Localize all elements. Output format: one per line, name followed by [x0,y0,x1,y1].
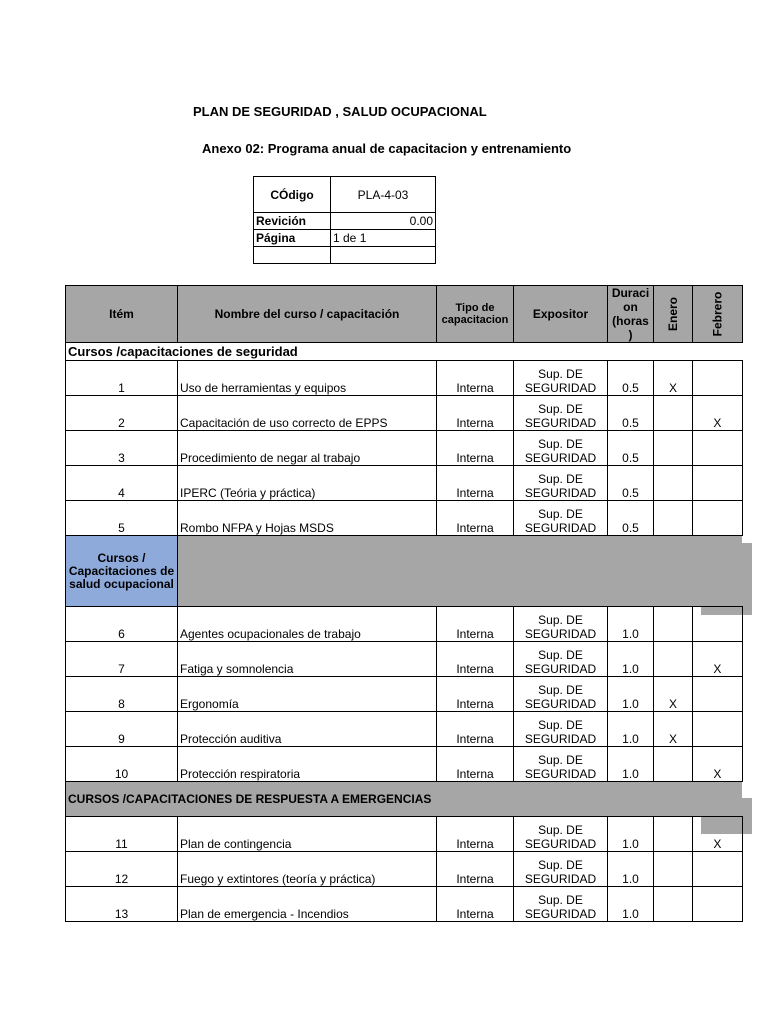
cell-item: 5 [66,501,178,536]
cell-febrero: X [693,747,743,782]
cell-tipo: Interna [437,466,514,501]
cell-nombre: Fatiga y somnolencia [178,642,437,677]
cell-nombre: IPERC (Teória y práctica) [178,466,437,501]
cell-enero [654,501,693,536]
cell-enero: X [654,361,693,396]
col-enero [654,286,693,343]
document-subtitle: Anexo 02: Programa anual de capacitacion y entrenamiento [202,141,572,156]
table-row [66,817,743,852]
cell-tipo: Interna [437,642,514,677]
cell-item: 2 [66,396,178,431]
cell-tipo: Interna [437,431,514,466]
cell-febrero [693,361,743,396]
cell-febrero [693,852,743,887]
cell-febrero [693,607,743,642]
cell-tipo: Interna [437,887,514,922]
empty-cell [254,247,331,264]
col-duracion: Duraci on (horas ) [608,286,654,343]
table-row [66,431,743,466]
col-nombre: Nombre del curso / capacitación [178,286,437,343]
cell-item: 10 [66,747,178,782]
section-salud: Cursos / Capacitaciones de salud ocupacional [66,536,178,607]
section-seguridad: Cursos /capacitaciones de seguridad [66,343,743,361]
cell-enero [654,607,693,642]
cell-nombre: Ergonomía [178,677,437,712]
cell-item: 1 [66,361,178,396]
table-row [66,677,743,712]
cell-expositor: Sup. DE SEGURIDAD [514,431,608,466]
cell-nombre: Agentes ocupacionales de trabajo [178,607,437,642]
cell-expositor: Sup. DE SEGURIDAD [514,642,608,677]
cell-enero [654,642,693,677]
cell-tipo: Interna [437,396,514,431]
cell-duracion: 1.0 [608,642,654,677]
cell-nombre: Procedimiento de negar al trabajo [178,431,437,466]
table-row [66,747,743,782]
code-table [253,176,436,264]
cell-enero [654,887,693,922]
cell-enero [654,466,693,501]
table-row [66,642,743,677]
pagina-label: Página [254,230,331,247]
cell-item: 6 [66,607,178,642]
cell-febrero [693,887,743,922]
cell-item: 7 [66,642,178,677]
col-febrero-label: Febrero [710,291,725,337]
cell-nombre: Fuego y extintores (teoría y práctica) [178,852,437,887]
cell-enero [654,747,693,782]
table-row [66,852,743,887]
cell-tipo: Interna [437,677,514,712]
cell-duracion: 0.5 [608,396,654,431]
revision-value: 0.00 [331,213,436,230]
cell-item: 4 [66,466,178,501]
cell-febrero [693,431,743,466]
cell-febrero [693,466,743,501]
col-item: Itém [66,286,178,343]
cell-item: 9 [66,712,178,747]
cell-duracion: 1.0 [608,852,654,887]
cell-duracion: 1.0 [608,887,654,922]
table-row [66,887,743,922]
cell-expositor: Sup. DE SEGURIDAD [514,817,608,852]
cell-tipo: Interna [437,607,514,642]
cell-expositor: Sup. DE SEGURIDAD [514,361,608,396]
empty-cell [331,247,436,264]
table-row [66,712,743,747]
cell-duracion: 1.0 [608,817,654,852]
cell-enero [654,431,693,466]
cell-nombre: Plan de contingencia [178,817,437,852]
cell-nombre: Uso de herramientas y equipos [178,361,437,396]
cell-item: 3 [66,431,178,466]
pagina-value: 1 de 1 [331,230,436,247]
cell-febrero: X [693,817,743,852]
cell-nombre: Plan de emergencia - Incendios [178,887,437,922]
codigo-value: PLA-4-03 [331,177,436,213]
cell-item: 12 [66,852,178,887]
table-row [66,501,743,536]
cell-expositor: Sup. DE SEGURIDAD [514,747,608,782]
cell-tipo: Interna [437,817,514,852]
training-table [65,285,743,922]
cell-enero [654,817,693,852]
table-row [66,396,743,431]
col-enero-label: Enero [666,296,681,332]
cell-expositor: Sup. DE SEGURIDAD [514,677,608,712]
col-expositor: Expositor [514,286,608,343]
table-row [66,466,743,501]
cell-nombre: Rombo NFPA y Hojas MSDS [178,501,437,536]
cell-expositor: Sup. DE SEGURIDAD [514,852,608,887]
col-febrero [693,286,743,343]
col-tipo: Tipo de capacitacion [437,286,514,343]
cell-duracion: 1.0 [608,607,654,642]
table-row [66,361,743,396]
cell-enero: X [654,677,693,712]
cell-duracion: 1.0 [608,677,654,712]
cell-duracion: 0.5 [608,466,654,501]
cell-duracion: 1.0 [608,747,654,782]
cell-tipo: Interna [437,712,514,747]
cell-enero: X [654,712,693,747]
cell-item: 13 [66,887,178,922]
cell-duracion: 0.5 [608,361,654,396]
cell-febrero [693,712,743,747]
cell-tipo: Interna [437,747,514,782]
section-salud-bar [178,536,743,607]
cell-duracion: 0.5 [608,501,654,536]
document-title: PLAN DE SEGURIDAD , SALUD OCUPACIONAL [193,104,487,119]
cell-enero [654,852,693,887]
cell-expositor: Sup. DE SEGURIDAD [514,501,608,536]
cell-febrero [693,501,743,536]
cell-febrero: X [693,396,743,431]
codigo-label: CÓdigo [254,177,331,213]
cell-enero [654,396,693,431]
cell-nombre: Protección auditiva [178,712,437,747]
cell-tipo: Interna [437,361,514,396]
cell-febrero: X [693,642,743,677]
cell-expositor: Sup. DE SEGURIDAD [514,396,608,431]
cell-duracion: 0.5 [608,431,654,466]
cell-expositor: Sup. DE SEGURIDAD [514,887,608,922]
cell-item: 8 [66,677,178,712]
cell-expositor: Sup. DE SEGURIDAD [514,466,608,501]
cell-expositor: Sup. DE SEGURIDAD [514,607,608,642]
cell-febrero [693,677,743,712]
cell-nombre: Protección respiratoria [178,747,437,782]
cell-nombre: Capacitación de uso correcto de EPPS [178,396,437,431]
revision-label: Revición [254,213,331,230]
cell-expositor: Sup. DE SEGURIDAD [514,712,608,747]
cell-duracion: 1.0 [608,712,654,747]
cell-item: 11 [66,817,178,852]
section-emergencias: CURSOS /CAPACITACIONES DE RESPUESTA A EMERGENCIAS [66,782,743,817]
cell-tipo: Interna [437,852,514,887]
cell-tipo: Interna [437,501,514,536]
table-row [66,607,743,642]
